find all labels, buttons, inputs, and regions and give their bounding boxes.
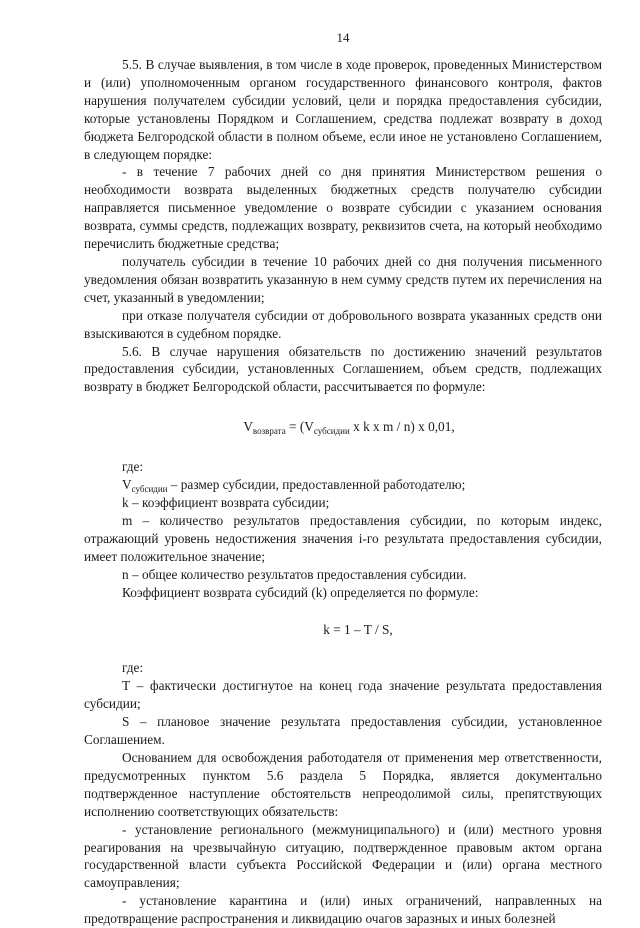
paragraph-notice-7-days: - в течение 7 рабочих дней со дня принятия Министерством решения о необходимости возврата выделенных бюджетных средств получателю субсидии направляется письменное уведомление о возврате субсидии с указанием основания возврата, суммы средств, подлежащих возврату, реквизитов счета, на который необходимо перечислить бюджетные средства; — [84, 164, 602, 252]
paragraph-5-6: 5.6. В случае нарушения обязательств по достижению значений результатов предоставления субсидии, установленных Соглашением, объем средств, подлежащих возврату в бюджет Белгородской области, рассчитывается по формуле: — [84, 343, 602, 395]
paragraph-return-10-days: получатель субсидии в течение 10 рабочих дней со дня получения письменного уведомления обязан возвратить указанную в нем сумму средств путем их перечисления на счет, указанный в уведомлении; — [84, 253, 602, 305]
definition-v-subscript: субсидии — [131, 484, 168, 495]
page-number: 14 — [336, 30, 350, 45]
paragraph-court-recovery: при отказе получателя субсидии от добровольного возврата указанных средств они взыскиваются в судебном порядке. — [84, 307, 602, 341]
paragraph-emergency: - установление регионального (межмуниципального) и (или) местного уровня реагирования на чрезвычайную ситуацию, подтвержденное правовым актом органа государственной власти субъекта Российской Федерации и (или) органа местного самоуправления; — [84, 821, 602, 891]
formula-tail: x k x m / n) x 0,01, — [349, 419, 455, 435]
definition-m: m – количество результатов предоставления субсидии, по которым индекс, отражающий уровень недостижения значения i-го результата предоставления субсидии, имеет положительное значение; — [84, 512, 602, 564]
definition-n: n – общее количество результатов предоставления субсидии. — [122, 566, 467, 582]
formula-return-amount — [84, 418, 602, 436]
paragraph-force-majeure: Основанием для освобождения работодателя от применения мер ответственности, предусмотренных пунктом 5.6 раздела 5 Порядка, является документально подтвержденное наступление обстоятельств непреодолимой силы, препятствующих исполнению соответствующих обязательств: — [84, 750, 602, 819]
paragraph-5-5: 5.5. В случае выявления, в том числе в ходе проверок, проведенных Министерством и (или) уполномоченным органом государственного финансового контроля, фактов нарушения получателем субсидии условий, цели и порядка предоставления субсидии, которые установлены Порядком и Соглашением, средства подлежат возврату в доход бюджета Белгородской области в полном объеме, если иное не установлено Соглашением, в следующем порядке: — [84, 57, 602, 162]
where-label-2: где: — [122, 660, 144, 676]
formula-sub-vozvrata: возврата — [252, 426, 286, 437]
where-label-1: где: — [122, 459, 144, 475]
paragraph-quarantine: - установление карантина и (или) иных ограничений, направленных на предотвращение распространения и ликвидацию очагов заразных и иных болезней — [84, 893, 602, 927]
definition-v — [84, 476, 602, 494]
definition-s: S – плановое значение результата предоставления субсидии, установленное Соглашением. — [84, 714, 602, 748]
formula-v: V — [243, 419, 253, 435]
paragraph-coefficient: Коэффициент возврата субсидий (k) определяется по формуле: — [122, 584, 479, 600]
definition-t: Т – фактически достигнутое на конец года значение результата предоставления субсидии; — [84, 678, 602, 712]
definition-v-symbol: V — [122, 477, 132, 493]
formula-coefficient: k = 1 – T / S, — [323, 622, 393, 638]
formula-sub-subsidii: субсидии — [313, 426, 350, 437]
definition-v-text: – размер субсидии, предоставленной работодателю; — [167, 477, 466, 493]
formula-equals: = (V — [285, 419, 314, 435]
definition-k: k – коэффициент возврата субсидии; — [122, 495, 330, 511]
